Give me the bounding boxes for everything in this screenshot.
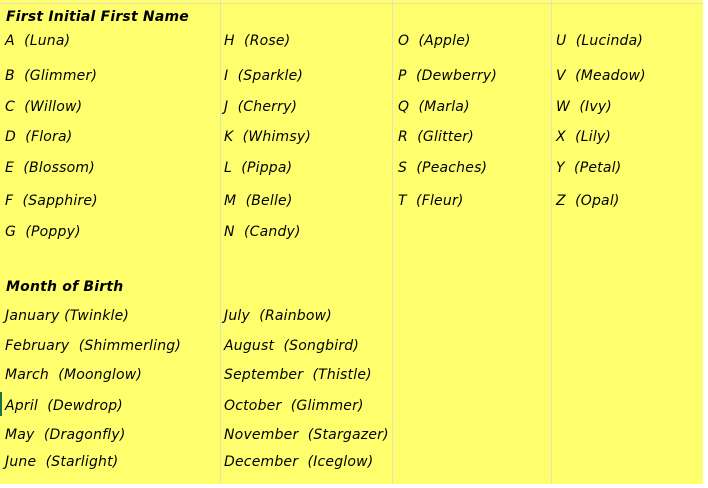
month-name-cell[interactable]: March (Moonglow) — [5, 367, 143, 383]
month-name-cell[interactable]: August (Songbird) — [224, 338, 360, 354]
active-cell-border — [0, 392, 2, 416]
sheet-edge-bottom — [0, 484, 708, 488]
initial-name-cell[interactable]: L (Pippa) — [224, 160, 293, 176]
initial-name-cell[interactable]: C (Willow) — [5, 99, 83, 115]
month-name-cell[interactable]: April (Dewdrop) — [5, 398, 123, 414]
initial-name-cell[interactable]: D (Flora) — [5, 129, 73, 145]
initial-name-cell[interactable]: J (Cherry) — [224, 99, 298, 115]
column-divider — [392, 0, 393, 488]
month-name-cell[interactable]: May (Dragonfly) — [5, 427, 126, 443]
initial-name-cell[interactable]: U (Lucinda) — [556, 33, 644, 49]
initial-name-cell[interactable]: B (Glimmer) — [5, 68, 98, 84]
month-name-cell[interactable]: July (Rainbow) — [224, 308, 332, 324]
initial-name-cell[interactable]: A (Luna) — [5, 33, 71, 49]
initial-name-cell[interactable]: I (Sparkle) — [224, 68, 304, 84]
sheet-edge-right — [703, 0, 708, 488]
row-divider — [0, 3, 708, 4]
column-divider — [220, 0, 221, 488]
column-divider — [551, 0, 552, 488]
initial-name-cell[interactable]: M (Belle) — [224, 193, 293, 209]
initial-name-cell[interactable]: Z (Opal) — [556, 193, 620, 209]
initial-name-cell[interactable]: F (Sapphire) — [5, 193, 98, 209]
initial-name-cell[interactable]: G (Poppy) — [5, 224, 81, 240]
month-name-cell[interactable]: November (Stargazer) — [224, 427, 389, 443]
initial-name-cell[interactable]: K (Whimsy) — [224, 129, 312, 145]
month-name-cell[interactable]: January (Twinkle) — [5, 308, 130, 324]
initial-name-cell[interactable]: N (Candy) — [224, 224, 301, 240]
initial-heading[interactable]: First Initial First Name — [6, 9, 189, 25]
month-name-cell[interactable]: February (Shimmerling) — [5, 338, 182, 354]
initial-name-cell[interactable]: Y (Petal) — [556, 160, 622, 176]
initial-name-cell[interactable]: V (Meadow) — [556, 68, 646, 84]
initial-name-cell[interactable]: T (Fleur) — [398, 193, 464, 209]
initial-name-cell[interactable]: H (Rose) — [224, 33, 291, 49]
initial-name-cell[interactable]: S (Peaches) — [398, 160, 488, 176]
month-heading[interactable]: Month of Birth — [6, 279, 124, 295]
month-name-cell[interactable]: September (Thistle) — [224, 367, 372, 383]
initial-name-cell[interactable]: P (Dewberry) — [398, 68, 498, 84]
initial-name-cell[interactable]: X (Lily) — [556, 129, 612, 145]
month-name-cell[interactable]: October (Glimmer) — [224, 398, 364, 414]
initial-name-cell[interactable]: O (Apple) — [398, 33, 471, 49]
initial-name-cell[interactable]: R (Glitter) — [398, 129, 474, 145]
initial-name-cell[interactable]: Q (Marla) — [398, 99, 470, 115]
initial-name-cell[interactable]: W (Ivy) — [556, 99, 612, 115]
initial-name-cell[interactable]: E (Blossom) — [5, 160, 95, 176]
month-name-cell[interactable]: December (Iceglow) — [224, 454, 374, 470]
month-name-cell[interactable]: June (Starlight) — [5, 454, 119, 470]
